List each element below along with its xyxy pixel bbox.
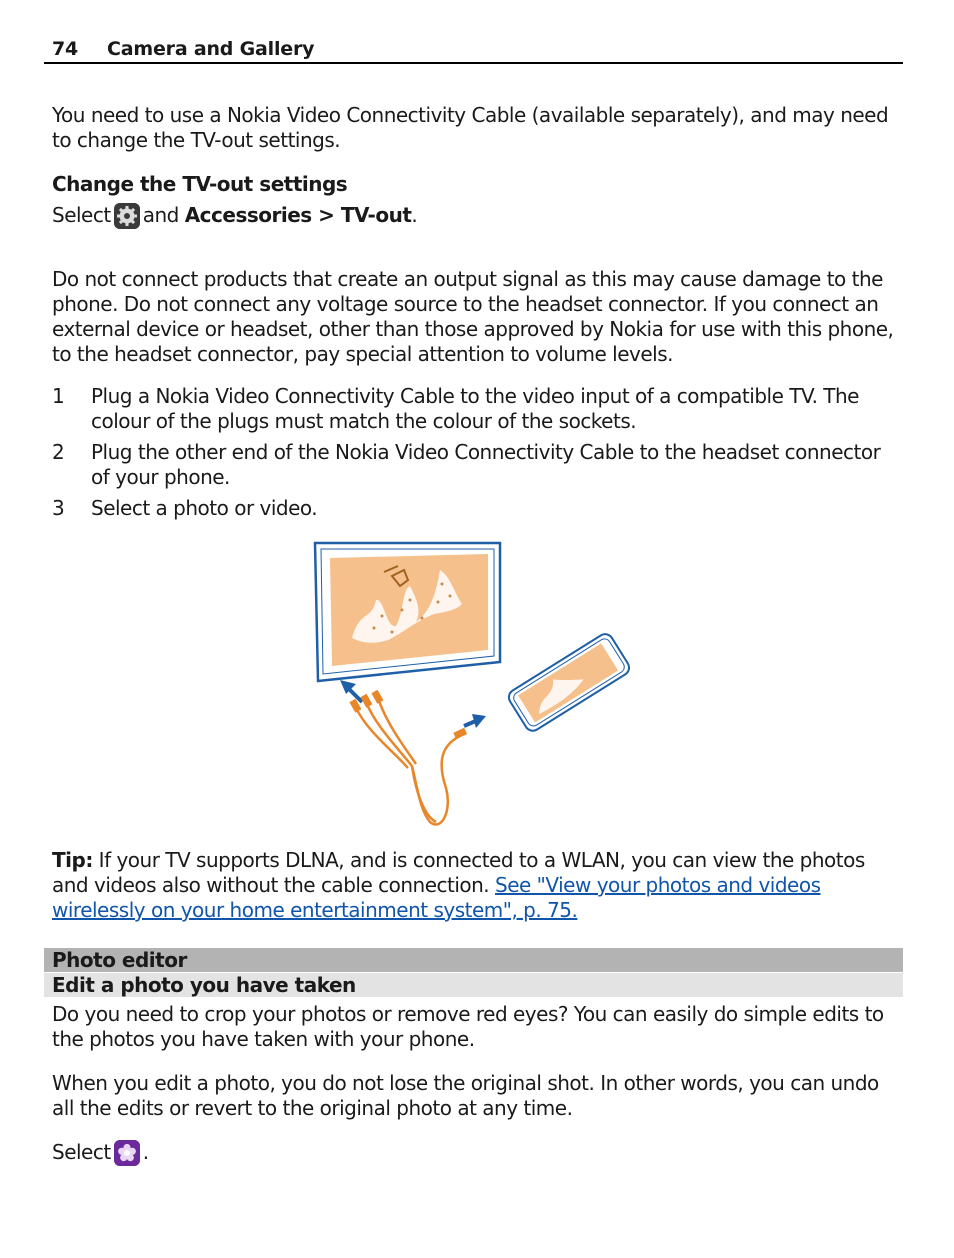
step-text: Plug a Nokia Video Connectivity Cable to the video input of a compatible TV. The colour of the plugs must match the colour of the sockets. xyxy=(91,384,859,433)
list-item xyxy=(52,384,903,440)
edit-photo-subsection-band xyxy=(44,973,903,997)
page-number: 74 xyxy=(52,38,79,60)
phone-icon xyxy=(506,631,632,734)
period: . xyxy=(411,203,418,227)
tip-label: Tip: xyxy=(52,848,93,872)
photo-editor-section-band xyxy=(44,948,903,972)
intro-paragraph: You need to use a Nokia Video Connectivity Cable (available separately), and may need to change the TV-out settings. xyxy=(52,103,889,152)
tv-icon xyxy=(315,543,500,681)
edit-photo-heading: Edit a photo you have taken xyxy=(52,973,356,997)
tv-out-menu[interactable]: TV-out xyxy=(340,203,412,227)
photo-editor-instruction xyxy=(52,1140,903,1166)
select-word: Select xyxy=(52,1140,111,1164)
av-cable-icon xyxy=(356,698,460,824)
page-header xyxy=(44,36,903,64)
arrow-right-icon xyxy=(464,714,486,728)
change-settings-heading: Change the TV-out settings xyxy=(52,172,348,196)
accessories-menu[interactable]: Accessories xyxy=(184,203,312,227)
step-number: 1 xyxy=(52,384,65,408)
menu-separator: > xyxy=(311,203,341,227)
tv-connection-illustration xyxy=(312,540,636,828)
list-item xyxy=(52,496,903,521)
settings-gear-icon[interactable] xyxy=(114,203,140,229)
section-title: Camera and Gallery xyxy=(107,38,315,60)
warning-paragraph: Do not connect products that create an output signal as this may cause damage to the phone. Do not connect any voltage source to the headset connector. If you connect an external device or headset, other than those approved by Nokia for use with this phone, to the headset connector, pay special attention to volume levels. xyxy=(52,267,894,366)
and-word: and xyxy=(142,203,179,227)
step-text: Plug the other end of the Nokia Video Connectivity Cable to the headset connector of your phone. xyxy=(91,440,881,489)
step-text: Select a photo or video. xyxy=(91,496,318,520)
edit-paragraph-1: Do you need to crop your photos or remove red eyes? You can easily do simple edits to the photos you have taken with your phone. xyxy=(52,1002,884,1051)
arrow-up-icon xyxy=(340,680,362,702)
step-number: 2 xyxy=(52,440,65,464)
steps-list xyxy=(52,384,903,521)
tip-paragraph xyxy=(52,848,903,923)
photo-editor-flower-icon[interactable] xyxy=(114,1140,140,1166)
list-item xyxy=(52,440,903,496)
change-settings-instruction xyxy=(52,203,903,229)
photo-editor-heading: Photo editor xyxy=(52,948,187,972)
step-number: 3 xyxy=(52,496,65,520)
edit-paragraph-2: When you edit a photo, you do not lose the original shot. In other words, you can undo all the edits or revert to the original photo at any time. xyxy=(52,1071,879,1120)
select-word: Select xyxy=(52,203,111,227)
tip-text: If your TV supports DLNA, and is connected to a WLAN, you can view the photos and videos also without the cable connection. xyxy=(52,848,865,897)
wireless-viewing-link[interactable]: See "View your photos and videos wirelessly on your home entertainment system", p. 75. xyxy=(52,873,821,922)
period: . xyxy=(142,1140,149,1164)
